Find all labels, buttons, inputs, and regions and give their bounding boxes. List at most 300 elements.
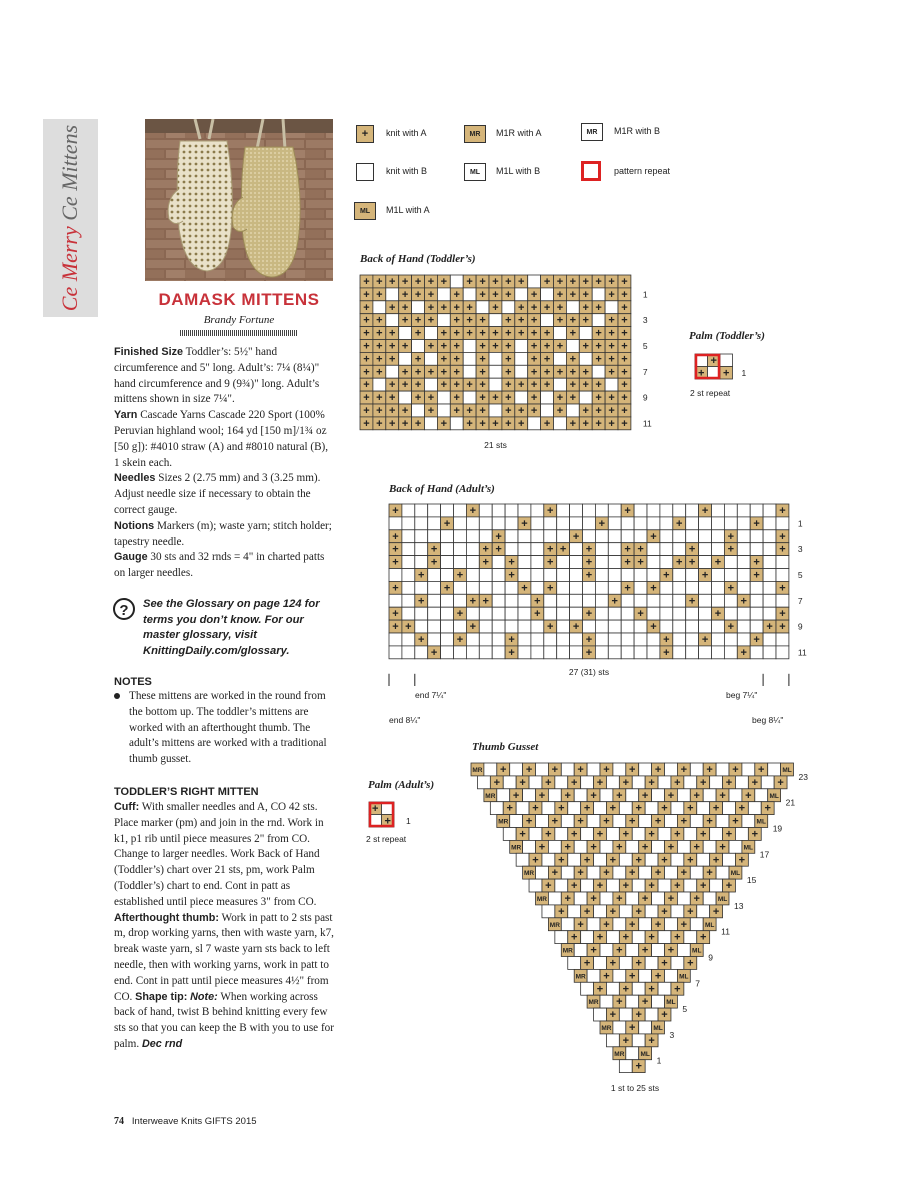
stitch-cell: [428, 581, 441, 594]
stitch-cell: [658, 776, 671, 789]
pattern-specs: [114, 345, 336, 582]
knit-a-mark: +: [440, 353, 448, 366]
stitch-cell: [605, 404, 618, 417]
knit-a-mark: +: [556, 404, 564, 417]
cell-box: [671, 905, 684, 918]
cell-box: [523, 789, 536, 802]
cell-box: [557, 569, 570, 582]
cell-box: [724, 569, 737, 582]
stitch-cell: [697, 776, 710, 789]
stitch-cell: [750, 646, 763, 659]
stitch-cell: [750, 543, 763, 556]
stitch-cell: [645, 828, 658, 841]
knit-a-mark: +: [753, 569, 760, 582]
cell-box: [665, 815, 678, 828]
stitch-cell: [755, 789, 768, 802]
row-number: 9: [708, 952, 713, 963]
adult-palm-title: Palm (Adult’s): [368, 779, 435, 791]
stitch-cell: [441, 607, 454, 620]
stitch-cell: [677, 840, 690, 853]
stitch-cell: [608, 543, 621, 556]
stitch-cell: [583, 594, 596, 607]
stitch-cell: [399, 314, 412, 327]
knit-a-mark: +: [559, 543, 567, 556]
stitch-cell: [489, 352, 502, 365]
cell-box: [613, 918, 626, 931]
stitch-cell: [425, 391, 438, 404]
stitch-cell: [581, 982, 594, 995]
cell-box: [454, 504, 467, 517]
cell-box: [652, 789, 665, 802]
cell-box: [583, 594, 596, 607]
cell-box: [673, 607, 686, 620]
cell-box: [710, 879, 723, 892]
cell-box: [647, 517, 660, 530]
knit-a-mark: +: [453, 366, 460, 379]
knit-a-mark: +: [389, 340, 396, 353]
knit-a-mark: +: [582, 275, 589, 288]
cell-box: [684, 879, 697, 892]
knit-a-mark: +: [663, 646, 670, 659]
cell-box: [497, 789, 510, 802]
cell-box: [466, 646, 479, 659]
stitch-cell: [613, 944, 626, 957]
knit-a-mark: +: [648, 931, 655, 944]
cell-box: [570, 607, 583, 620]
cell-box: [466, 633, 479, 646]
cell-box: [737, 530, 750, 543]
stitch-cell: [561, 866, 574, 879]
stitch-cell: [608, 607, 621, 620]
stitch-cell: [671, 905, 684, 918]
cell-box: [742, 763, 755, 776]
stitch-cell: [497, 763, 510, 776]
cell-box: [710, 776, 723, 789]
stitch-cell: [536, 840, 549, 853]
cell-box: [557, 620, 570, 633]
stitch-cell: [781, 763, 794, 776]
knit-a-mark: +: [661, 957, 668, 970]
row-number: 3: [669, 1029, 675, 1040]
stitch-cell: [605, 314, 618, 327]
stitch-cell: [613, 866, 626, 879]
cell-box: [735, 776, 748, 789]
stitch-cell: [763, 543, 776, 556]
knit-a-mark: +: [616, 789, 623, 802]
cell-box: [583, 581, 596, 594]
stitch-cell: [528, 301, 541, 314]
stitch-cell: [613, 789, 626, 802]
stitch-cell: [632, 828, 645, 841]
stitch-cell: [428, 569, 441, 582]
cell-box: [699, 530, 712, 543]
stitch-cell: [632, 931, 645, 944]
adult-back-chart: [385, 500, 810, 686]
stitch-cell: [613, 918, 626, 931]
knit-a-mark: +: [603, 815, 610, 828]
stitch-cell: [626, 995, 639, 1008]
knit-a-mark: +: [622, 1034, 630, 1047]
cell-box: [479, 607, 492, 620]
knit-a-mark: +: [479, 314, 486, 327]
stitch-cell: [399, 352, 412, 365]
knit-a-mark: +: [596, 776, 604, 789]
stitch-cell: [697, 879, 710, 892]
knit-a-mark: +: [505, 314, 512, 327]
stitch-cell: [566, 314, 579, 327]
stitch-cell: [402, 543, 415, 556]
stitch-cell: [402, 504, 415, 517]
glossary-note: See the Glossary on page 124 for terms you don’t know. For our master glossary, visit KnittingDaily.com/glossary.: [143, 598, 320, 657]
cell-box: [665, 918, 678, 931]
stitch-cell: [450, 314, 463, 327]
cell-box: [542, 905, 555, 918]
stitch-cell: [712, 607, 725, 620]
stitch-cell: [737, 543, 750, 556]
stitch-cell: [618, 288, 631, 301]
stitch-cell: [566, 417, 579, 430]
stitch-cell: [450, 404, 463, 417]
cell-box: [763, 646, 776, 659]
stitch-cell: [594, 776, 607, 789]
cell-box: [489, 352, 502, 365]
stitch-cell: [554, 275, 567, 288]
cell-box: [492, 633, 505, 646]
knit-a-mark: +: [583, 854, 591, 867]
cell-box: [463, 288, 476, 301]
stitch-cell: [621, 620, 634, 633]
stitch-cell: [595, 607, 608, 620]
stitch-cell: [386, 365, 399, 378]
cell-box: [402, 543, 415, 556]
cell-box: [671, 853, 684, 866]
stitch-cell: [536, 815, 549, 828]
knit-a-mark: +: [667, 789, 675, 802]
knit-a-mark: +: [595, 353, 602, 366]
stitch-cell: [763, 530, 776, 543]
knit-a-mark: +: [582, 301, 589, 314]
cell-box: [697, 802, 710, 815]
knit-a-mark: +: [492, 392, 499, 405]
cell-box: [492, 556, 505, 569]
stitch-cell: [479, 569, 492, 582]
cell-box: [763, 517, 776, 530]
cell-box: [518, 633, 531, 646]
cell-box: [541, 288, 554, 301]
knit-a-mark: +: [595, 392, 602, 405]
cell-box: [402, 581, 415, 594]
stitch-cell: [450, 365, 463, 378]
cell-box: [544, 607, 557, 620]
cell-box: [595, 607, 608, 620]
stitch-cell: [399, 417, 412, 430]
cell-box: [505, 530, 518, 543]
cell-box: [554, 352, 567, 365]
knit-a-mark: +: [376, 392, 383, 405]
stitch-cell: [557, 594, 570, 607]
knit-a-mark: +: [530, 301, 538, 314]
stitch-cell: [570, 607, 583, 620]
cell-box: [428, 504, 441, 517]
stitch-cell: [716, 866, 729, 879]
knit-a-mark: +: [609, 957, 617, 970]
knit-a-mark: +: [667, 841, 675, 854]
stitch-cell: [776, 530, 789, 543]
cell-box: [531, 581, 544, 594]
cell-box: [699, 543, 712, 556]
stitch-cell: [652, 1021, 665, 1034]
knit-a-mark: +: [667, 944, 675, 957]
cell-box: [686, 633, 699, 646]
stitch-cell: [671, 828, 684, 841]
knit-a-mark: +: [609, 802, 617, 815]
stitch-cell: [450, 275, 463, 288]
knit-a-mark: +: [727, 582, 735, 595]
stitch-cell: [561, 789, 574, 802]
stitch-cell: [724, 633, 737, 646]
stitch-cell: [450, 340, 463, 353]
cell-box: [529, 828, 542, 841]
stitch-cell: [463, 378, 476, 391]
stitch-cell: [594, 853, 607, 866]
stitch-cell: [665, 995, 678, 1008]
stitch-cell: [415, 646, 428, 659]
stitch-cell: [634, 633, 647, 646]
cell-box: [776, 569, 789, 582]
stitch-cell: [561, 892, 574, 905]
stitch-cell: [639, 815, 652, 828]
stitch-cell: [626, 918, 639, 931]
knit-a-mark: +: [706, 763, 713, 776]
cell-box: [724, 594, 737, 607]
cell-box: [632, 879, 645, 892]
stitch-cell: [647, 633, 660, 646]
cell-box: [441, 620, 454, 633]
mark-beg-8: beg 8¼": [752, 715, 784, 725]
stitch-cell: [750, 530, 763, 543]
stitch-cell: [703, 840, 716, 853]
cell-box: [592, 314, 605, 327]
cell-box: [428, 607, 441, 620]
stitch-cell: [618, 365, 631, 378]
stitch-cell: [555, 905, 568, 918]
cell-box: [529, 879, 542, 892]
stitch-cell: [561, 815, 574, 828]
stitch-cell: [441, 543, 454, 556]
knit-a-mark: +: [506, 802, 513, 815]
cell-box: [647, 543, 660, 556]
knit-a-mark: +: [569, 392, 577, 405]
cell-box: [402, 504, 415, 517]
cell-box: [626, 1047, 639, 1060]
knit-a-mark: +: [629, 918, 636, 931]
knit-a-mark: +: [492, 301, 499, 314]
stitch-cell: [686, 530, 699, 543]
cell-box: [750, 543, 763, 556]
stitch-cell: [574, 969, 587, 982]
cell-box: [428, 620, 441, 633]
knit-a-mark: +: [427, 404, 435, 417]
stitch-cell: [412, 301, 425, 314]
stitch-cell: [632, 853, 645, 866]
stitch-cell: [412, 352, 425, 365]
stitch-cell: [605, 365, 618, 378]
knit-a-mark: +: [635, 905, 642, 918]
stitch-cell: [583, 556, 596, 569]
cell-box: [531, 633, 544, 646]
cell-box: [621, 633, 634, 646]
knit-a-mark: +: [466, 417, 473, 430]
knit-a-mark: +: [622, 983, 630, 996]
stitch-cell: [570, 581, 583, 594]
stitch-cell: [476, 340, 489, 353]
stitch-cell: [399, 327, 412, 340]
knit-a-mark: +: [598, 517, 606, 530]
cell-box: [763, 607, 776, 620]
stitch-cell: [554, 301, 567, 314]
cell-box: [763, 530, 776, 543]
cell-box: [592, 365, 605, 378]
stitch-cell: [665, 815, 678, 828]
stitch-cell: [613, 995, 626, 1008]
stitch-cell: [360, 288, 373, 301]
cell-box: [570, 594, 583, 607]
stitch-cell: [647, 517, 660, 530]
cell-box: [639, 918, 652, 931]
stitch-cell: [568, 957, 581, 970]
cell-box: [554, 417, 567, 430]
stitch-cell: [574, 918, 587, 931]
cell-box: [441, 556, 454, 569]
knit-a-mark: +: [701, 569, 709, 582]
stitch-cell: [479, 594, 492, 607]
cell-box: [402, 607, 415, 620]
stitch-cell: [570, 530, 583, 543]
stitch-cell: [587, 944, 600, 957]
stitch-cell: [618, 327, 631, 340]
cell-box: [608, 620, 621, 633]
knit-a-mark: +: [595, 379, 602, 392]
cell-box: [699, 646, 712, 659]
knit-a-mark: +: [621, 366, 628, 379]
stitch-cell: [697, 931, 710, 944]
knit-a-mark: +: [427, 301, 435, 314]
stitch-cell: [677, 944, 690, 957]
cell-box: [466, 581, 479, 594]
knit-a-mark: +: [453, 404, 460, 417]
stitch-cell: [466, 607, 479, 620]
stitch-cell: [505, 530, 518, 543]
knit-a-mark: +: [745, 789, 752, 802]
knit-a-mark: +: [779, 608, 786, 621]
cell-box: [686, 530, 699, 543]
knit-a-mark: +: [414, 417, 422, 430]
stitch-cell: [606, 828, 619, 841]
cell-box: [557, 607, 570, 620]
stitch-cell: [479, 517, 492, 530]
knit-a-mark: +: [525, 815, 533, 828]
stitch-cell: [673, 543, 686, 556]
stitch-cell: [510, 789, 523, 802]
stitch-cell: [595, 569, 608, 582]
stitch-cell: [386, 391, 399, 404]
stitch-cell: [373, 404, 386, 417]
cell-box: [492, 581, 505, 594]
stitch-cell: [415, 556, 428, 569]
cell-box: [428, 569, 441, 582]
stitch-cell: [579, 391, 592, 404]
knit-a-mark: +: [466, 275, 473, 288]
stitch-cell: [729, 815, 742, 828]
cell-box: [619, 802, 632, 815]
section-heading: TODDLER’S RIGHT MITTEN: [114, 786, 259, 798]
stitch-cell: [574, 944, 587, 957]
cell-box: [568, 957, 581, 970]
knit-a-mark: +: [466, 314, 473, 327]
cell-box: [686, 517, 699, 530]
cell-box: [518, 556, 531, 569]
stitch-cell: [587, 892, 600, 905]
stitch-cell: [595, 620, 608, 633]
knit-a-mark: +: [414, 327, 422, 340]
stitch-cell: [516, 853, 529, 866]
stitch-cell: [699, 530, 712, 543]
knit-a-mark: +: [418, 633, 425, 646]
cell-box: [703, 892, 716, 905]
stitch-cell: [686, 569, 699, 582]
row-number: 3: [642, 315, 648, 326]
cell-box: [437, 404, 450, 417]
stitch-cell: [515, 378, 528, 391]
stitch-cell: [712, 517, 725, 530]
stitch-cell: [673, 569, 686, 582]
knit-a-mark: +: [430, 556, 438, 569]
cell-box: [594, 905, 607, 918]
toddler-palm-chart: [690, 350, 760, 384]
stitch-cell: [425, 340, 438, 353]
knit-a-mark: +: [727, 621, 735, 634]
cell-box: [595, 556, 608, 569]
cell-box: [699, 556, 712, 569]
stitch-cell: [658, 853, 671, 866]
stitch-cell: [574, 815, 587, 828]
stitch-cell: [466, 620, 479, 633]
stitch-cell: [665, 918, 678, 931]
stitch-cell: [647, 569, 660, 582]
knit-a-mark: +: [508, 556, 515, 569]
cell-box: [570, 633, 583, 646]
cell-box: [677, 892, 690, 905]
cell-box: [574, 840, 587, 853]
stitch-cell: [684, 879, 697, 892]
stitch-cell: [686, 633, 699, 646]
knit-a-mark: +: [453, 392, 460, 405]
stitch-cell: [699, 569, 712, 582]
cell-box: [531, 556, 544, 569]
stitch-cell: [518, 607, 531, 620]
knit-a-mark: +: [590, 944, 597, 957]
stitch-cell: [735, 776, 748, 789]
stitch-cell: [647, 543, 660, 556]
knit-a-mark: +: [569, 327, 577, 340]
stitch-cell: [466, 646, 479, 659]
knit-a-mark: +: [556, 314, 564, 327]
cell-box: [492, 504, 505, 517]
knit-a-mark: +: [608, 366, 615, 379]
stitch-cell: [528, 378, 541, 391]
stitch-cell: [724, 607, 737, 620]
knit-a-mark: +: [479, 353, 486, 366]
